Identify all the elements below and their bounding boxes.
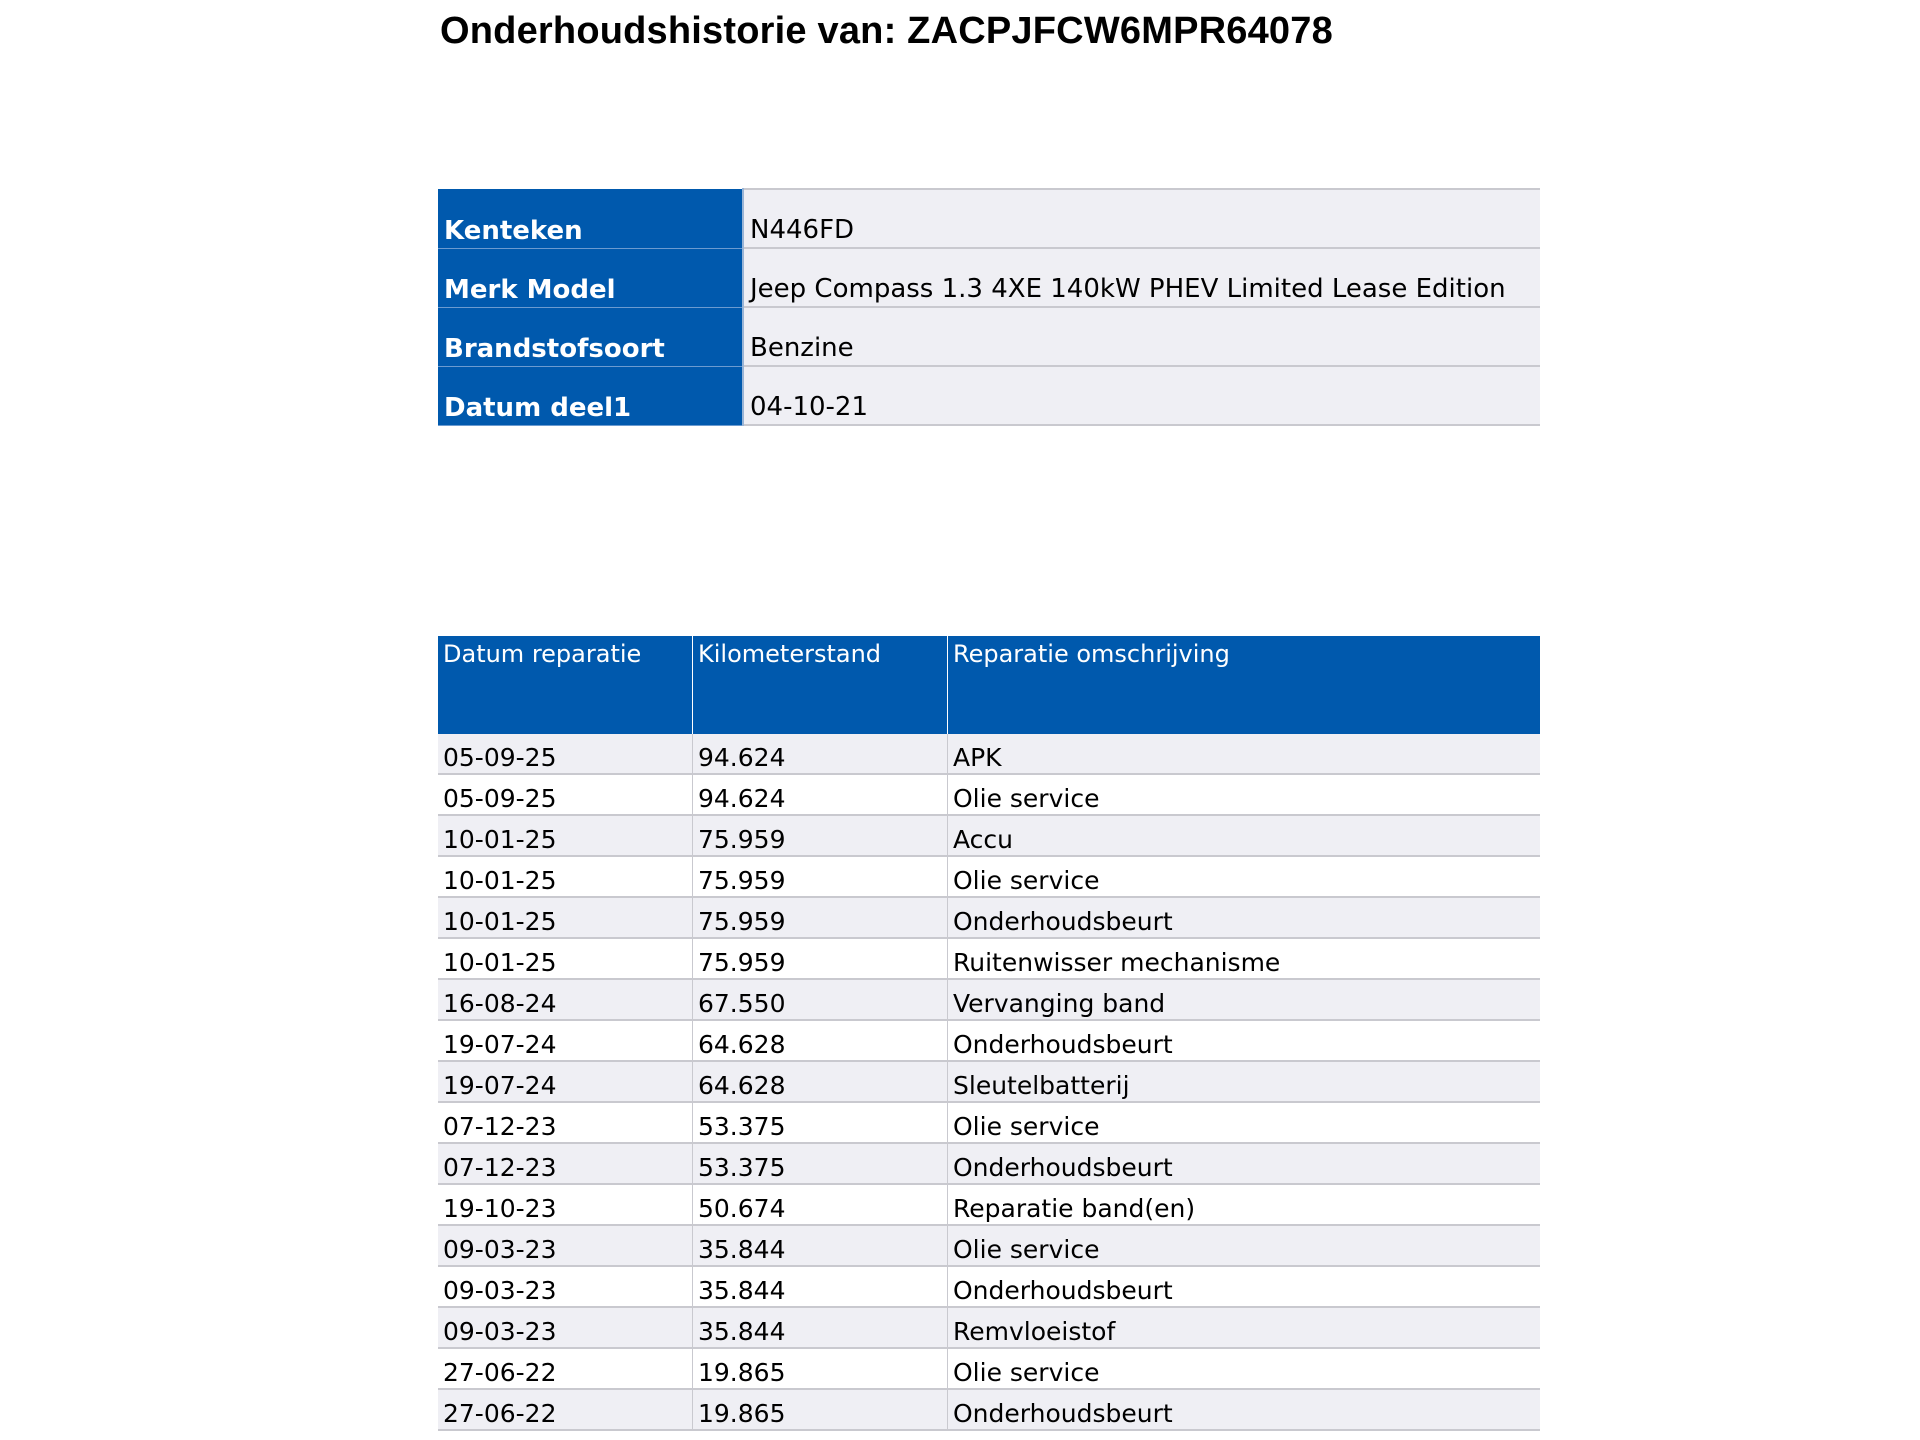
table-row xyxy=(438,897,1540,938)
repair-date: 05-09-25 xyxy=(438,734,693,774)
odometer-reading: 67.550 xyxy=(693,979,948,1020)
repair-date: 10-01-25 xyxy=(438,815,693,856)
table-row xyxy=(438,1307,1540,1348)
table-row xyxy=(438,938,1540,979)
vehicle-value: 04-10-21 xyxy=(743,366,1540,425)
repair-date: 19-07-24 xyxy=(438,1020,693,1061)
header-kilometerstand: Kilometerstand xyxy=(693,636,948,734)
table-row xyxy=(438,1143,1540,1184)
vehicle-label: Datum deel1 xyxy=(438,366,743,425)
repair-description: APK xyxy=(948,734,1541,774)
repair-description: Olie service xyxy=(948,1348,1541,1389)
odometer-reading: 75.959 xyxy=(693,938,948,979)
header-datum-reparatie: Datum reparatie xyxy=(438,636,693,734)
repair-description: Remvloeistof xyxy=(948,1307,1541,1348)
repair-date: 16-08-24 xyxy=(438,979,693,1020)
vehicle-row-datum-deel1 xyxy=(438,366,1540,425)
odometer-reading: 75.959 xyxy=(693,856,948,897)
vehicle-row-merk-model xyxy=(438,248,1540,307)
table-row xyxy=(438,1020,1540,1061)
repair-date: 10-01-25 xyxy=(438,856,693,897)
table-row xyxy=(438,1061,1540,1102)
vehicle-label: Brandstofsoort xyxy=(438,307,743,366)
odometer-reading: 64.628 xyxy=(693,1061,948,1102)
repair-description: Onderhoudsbeurt xyxy=(948,897,1541,938)
repair-date: 10-01-25 xyxy=(438,897,693,938)
odometer-reading: 94.624 xyxy=(693,734,948,774)
odometer-reading: 35.844 xyxy=(693,1225,948,1266)
table-row xyxy=(438,1348,1540,1389)
table-row xyxy=(438,856,1540,897)
repair-date: 09-03-23 xyxy=(438,1307,693,1348)
vehicle-label: Kenteken xyxy=(438,189,743,248)
odometer-reading: 53.375 xyxy=(693,1102,948,1143)
odometer-reading: 19.865 xyxy=(693,1389,948,1430)
vehicle-info-table xyxy=(438,188,1540,426)
repair-description: Vervanging band xyxy=(948,979,1541,1020)
table-row xyxy=(438,774,1540,815)
odometer-reading: 64.628 xyxy=(693,1020,948,1061)
repair-description: Onderhoudsbeurt xyxy=(948,1020,1541,1061)
repair-date: 27-06-22 xyxy=(438,1389,693,1430)
repair-description: Reparatie band(en) xyxy=(948,1184,1541,1225)
table-row xyxy=(438,1225,1540,1266)
repair-description: Onderhoudsbeurt xyxy=(948,1266,1541,1307)
vehicle-value: Jeep Compass 1.3 4XE 140kW PHEV Limited Lease Edition xyxy=(743,248,1540,307)
repair-date: 05-09-25 xyxy=(438,774,693,815)
repair-description: Sleutelbatterij xyxy=(948,1061,1541,1102)
table-row xyxy=(438,1102,1540,1143)
odometer-reading: 50.674 xyxy=(693,1184,948,1225)
odometer-reading: 35.844 xyxy=(693,1307,948,1348)
odometer-reading: 75.959 xyxy=(693,815,948,856)
table-row xyxy=(438,815,1540,856)
repair-date: 10-01-25 xyxy=(438,938,693,979)
repair-date: 27-06-22 xyxy=(438,1348,693,1389)
odometer-reading: 75.959 xyxy=(693,897,948,938)
repair-description: Onderhoudsbeurt xyxy=(948,1389,1541,1430)
repair-description: Olie service xyxy=(948,774,1541,815)
page-title: Onderhoudshistorie van: ZACPJFCW6MPR64078 xyxy=(440,10,1333,52)
vehicle-row-kenteken xyxy=(438,189,1540,248)
vehicle-value: N446FD xyxy=(743,189,1540,248)
history-body xyxy=(438,734,1540,1430)
odometer-reading: 35.844 xyxy=(693,1266,948,1307)
table-row xyxy=(438,734,1540,774)
repair-date: 07-12-23 xyxy=(438,1143,693,1184)
repair-date: 19-07-24 xyxy=(438,1061,693,1102)
vehicle-label: Merk Model xyxy=(438,248,743,307)
repair-description: Accu xyxy=(948,815,1541,856)
repair-description: Onderhoudsbeurt xyxy=(948,1143,1541,1184)
repair-description: Ruitenwisser mechanisme xyxy=(948,938,1541,979)
table-row xyxy=(438,1184,1540,1225)
odometer-reading: 19.865 xyxy=(693,1348,948,1389)
odometer-reading: 94.624 xyxy=(693,774,948,815)
header-reparatie-omschrijving: Reparatie omschrijving xyxy=(948,636,1541,734)
repair-description: Olie service xyxy=(948,1225,1541,1266)
table-row xyxy=(438,1389,1540,1430)
odometer-reading: 53.375 xyxy=(693,1143,948,1184)
repair-date: 07-12-23 xyxy=(438,1102,693,1143)
history-header-row xyxy=(438,636,1540,734)
table-row xyxy=(438,1266,1540,1307)
table-row xyxy=(438,979,1540,1020)
repair-date: 19-10-23 xyxy=(438,1184,693,1225)
repair-date: 09-03-23 xyxy=(438,1266,693,1307)
repair-history-table xyxy=(438,636,1540,1431)
repair-description: Olie service xyxy=(948,856,1541,897)
repair-description: Olie service xyxy=(948,1102,1541,1143)
vehicle-value: Benzine xyxy=(743,307,1540,366)
vehicle-row-brandstofsoort xyxy=(438,307,1540,366)
repair-date: 09-03-23 xyxy=(438,1225,693,1266)
